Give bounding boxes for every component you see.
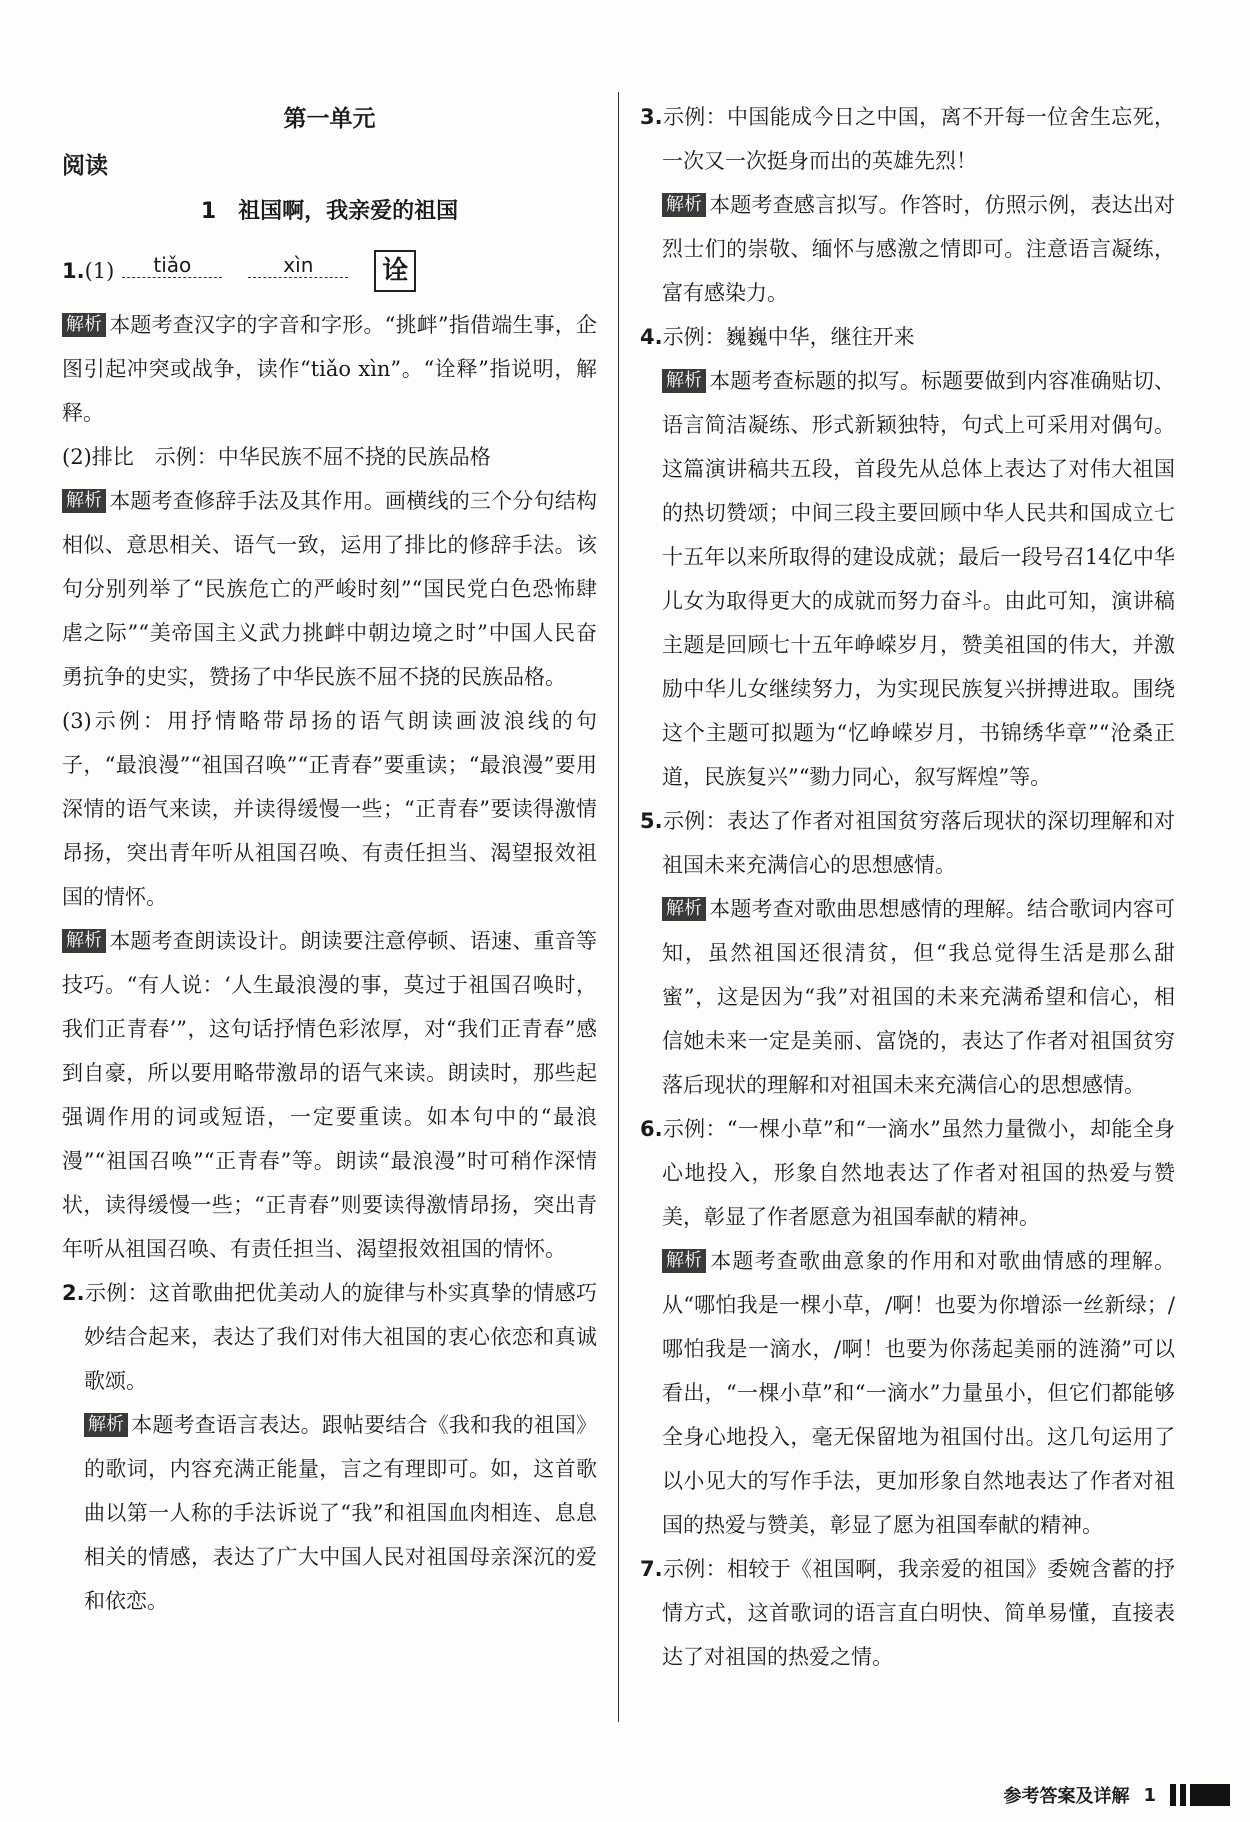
section-heading: 阅读 bbox=[62, 153, 108, 179]
q1-number: 1. bbox=[62, 259, 85, 283]
page-number: 1 bbox=[1143, 1784, 1156, 1806]
q6-analysis bbox=[640, 1239, 1175, 1547]
q1-analysis-3-text: 本题考查朗读设计。朗读要注意停顿、语速、重音等技巧。“有人说：‘人生最浪漫的事，莫过于祖国召唤时，我们正青春’”，这句话抒情色彩浓厚，对“我们正青春”感到自豪，所以要用略带激昂的语气来读。朗读时，那些起强调作用的词或短语，一定要重读。如本句中的“最浪漫”“祖国召唤”“正青春”等。朗读“最浪漫”时可稍作深情状，读得缓慢一些；“正青春”则要读得激情昂扬，突出青年听从祖国召唤、有责任担当、渴望报效祖国的情怀。 bbox=[62, 929, 597, 1261]
q4-answer-text: 示例：巍巍中华，继往开来 bbox=[662, 325, 915, 349]
q1-analysis-1-text: 本题考查汉字的字音和字形。“挑衅”指借端生事，企图引起冲突或战争，读作“tiǎo xìn”。“诠释”指说明，解释。 bbox=[62, 313, 597, 425]
q5-number: 5. bbox=[640, 809, 663, 833]
page-marker-bars bbox=[1170, 1784, 1230, 1806]
page-footer bbox=[1003, 1782, 1230, 1808]
pinyin-blank-2: xìn bbox=[248, 253, 348, 278]
column-divider bbox=[618, 92, 619, 1722]
q4-answer bbox=[640, 315, 1175, 359]
q3-analysis-text: 本题考查感言拟写。作答时，仿照示例，表达出对烈士们的崇敬、缅怀与感激之情即可。注意语言凝练，富有感染力。 bbox=[662, 193, 1175, 305]
q6-answer bbox=[640, 1107, 1175, 1239]
right-column bbox=[640, 95, 1175, 1679]
q1-part2: (2)排比 示例：中华民族不屈不挠的民族品格 bbox=[62, 445, 491, 469]
character-box: 诠 bbox=[374, 250, 416, 292]
unit-title: 第一单元 bbox=[283, 106, 376, 132]
q2-number: 2. bbox=[62, 1281, 85, 1305]
q3-number: 3. bbox=[640, 105, 663, 129]
analysis-tag: 解析 bbox=[662, 369, 706, 393]
analysis-tag: 解析 bbox=[662, 897, 706, 921]
q4-number: 4. bbox=[640, 325, 663, 349]
q1-part1-label: (1) bbox=[84, 259, 115, 283]
pinyin-blank-1: tiǎo bbox=[122, 253, 222, 278]
q1-analysis-2-text: 本题考查修辞手法及其作用。画横线的三个分句结构相似、意思相关、语气一致，运用了排比的修辞手法。该句分别列举了“民族危亡的严峻时刻”“国民党白色恐怖肆虐之际”“美帝国主义武力挑衅中朝边境之时”中国人民奋勇抗争的史实，赞扬了中华民族不屈不挠的民族品格。 bbox=[62, 489, 597, 689]
analysis-tag: 解析 bbox=[62, 313, 106, 337]
marker-bar bbox=[1180, 1784, 1186, 1806]
q5-answer bbox=[640, 799, 1175, 887]
q1-analysis-3 bbox=[62, 919, 597, 1271]
q7-number: 7. bbox=[640, 1557, 663, 1581]
q2-answer-text: 示例：这首歌曲把优美动人的旋律与朴实真挚的情感巧妙结合起来，表达了我们对伟大祖国的衷心依恋和真诚歌颂。 bbox=[84, 1281, 597, 1393]
lesson-title: 1 祖国啊，我亲爱的祖国 bbox=[200, 199, 459, 224]
q7-answer bbox=[640, 1547, 1175, 1679]
q7-answer-text: 示例：相较于《祖国啊，我亲爱的祖国》委婉含蓄的抒情方式，这首歌词的语言直白明快、简单易懂，直接表达了对祖国的热爱之情。 bbox=[662, 1557, 1175, 1669]
q3-answer bbox=[640, 95, 1175, 183]
q4-analysis bbox=[640, 359, 1175, 799]
q1-part3: (3)示例：用抒情略带昂扬的语气朗读画波浪线的句子，“最浪漫”“祖国召唤”“正青春”要重读；“最浪漫”要用深情的语气来读，并读得缓慢一些；“正青春”要读得激情昂扬，突出青年听从祖国召唤、有责任担当、渴望报效祖国的情怀。 bbox=[62, 709, 597, 909]
q5-analysis bbox=[640, 887, 1175, 1107]
q3-answer-text: 示例：中国能成今日之中国，离不开每一位舍生忘死，一次又一次挺身而出的英雄先烈！ bbox=[662, 105, 1175, 173]
marker-bar bbox=[1190, 1784, 1230, 1806]
analysis-tag: 解析 bbox=[662, 1249, 706, 1273]
analysis-tag: 解析 bbox=[62, 929, 106, 953]
q5-answer-text: 示例：表达了作者对祖国贫穷落后现状的深切理解和对祖国未来充满信心的思想感情。 bbox=[662, 809, 1175, 877]
q2-answer bbox=[62, 1271, 597, 1403]
q5-analysis-text: 本题考查对歌曲思想感情的理解。结合歌词内容可知，虽然祖国还很清贫，但“我总觉得生活是那么甜蜜”，这是因为“我”对祖国的未来充满希望和信心，相信她未来一定是美丽、富饶的，表达了作者对祖国贫穷落后现状的理解和对祖国未来充满信心的思想感情。 bbox=[662, 897, 1175, 1097]
footer-title: 参考答案及详解 bbox=[1003, 1786, 1130, 1807]
q6-number: 6. bbox=[640, 1117, 663, 1141]
q2-analysis-text: 本题考查语言表达。跟帖要结合《我和我的祖国》的歌词，内容充满正能量，言之有理即可。如，这首歌曲以第一人称的手法诉说了“我”和祖国血肉相连、息息相关的情感，表达了广大中国人民对祖国母亲深沉的爱和依恋。 bbox=[84, 1413, 597, 1613]
analysis-tag: 解析 bbox=[84, 1413, 128, 1437]
q3-analysis bbox=[640, 183, 1175, 315]
q6-analysis-text: 本题考查歌曲意象的作用和对歌曲情感的理解。从“哪怕我是一棵小草，/啊！也要为你增添一丝新绿；/哪怕我是一滴水，/啊！也要为你荡起美丽的涟漪”可以看出，“一棵小草”和“一滴水”力量虽小，但它们都能够全身心地投入，毫无保留地为祖国付出。这几句运用了以小见大的写作手法，更加形象自然地表达了作者对祖国的热爱与赞美，彰显了愿为祖国奉献的精神。 bbox=[662, 1249, 1175, 1537]
analysis-tag: 解析 bbox=[662, 193, 706, 217]
q1-analysis-1 bbox=[62, 303, 597, 435]
q2-analysis bbox=[62, 1403, 597, 1623]
left-column bbox=[62, 95, 597, 1623]
q1-analysis-2 bbox=[62, 479, 597, 699]
q1-answer-row bbox=[62, 239, 597, 303]
q6-answer-text: 示例：“一棵小草”和“一滴水”虽然力量微小，却能全身心地投入，形象自然地表达了作者对祖国的热爱与赞美，彰显了作者愿意为祖国奉献的精神。 bbox=[662, 1117, 1175, 1229]
marker-bar bbox=[1170, 1784, 1176, 1806]
q4-analysis-text: 本题考查标题的拟写。标题要做到内容准确贴切、语言简洁凝练、形式新颖独特，句式上可采用对偶句。这篇演讲稿共五段，首段先从总体上表达了对伟大祖国的热切赞颂；中间三段主要回顾中华人民共和国成立七十五年以来所取得的建设成就；最后一段号召14亿中华儿女为取得更大的成就而努力奋斗。由此可知，演讲稿主题是回顾七十五年峥嵘岁月，赞美祖国的伟大，并激励中华儿女继续努力，为实现民族复兴拼搏进取。围绕这个主题可拟题为“忆峥嵘岁月，书锦绣华章”“沧桑正道，民族复兴”“勠力同心，叙写辉煌”等。 bbox=[662, 369, 1175, 789]
analysis-tag: 解析 bbox=[62, 489, 106, 513]
